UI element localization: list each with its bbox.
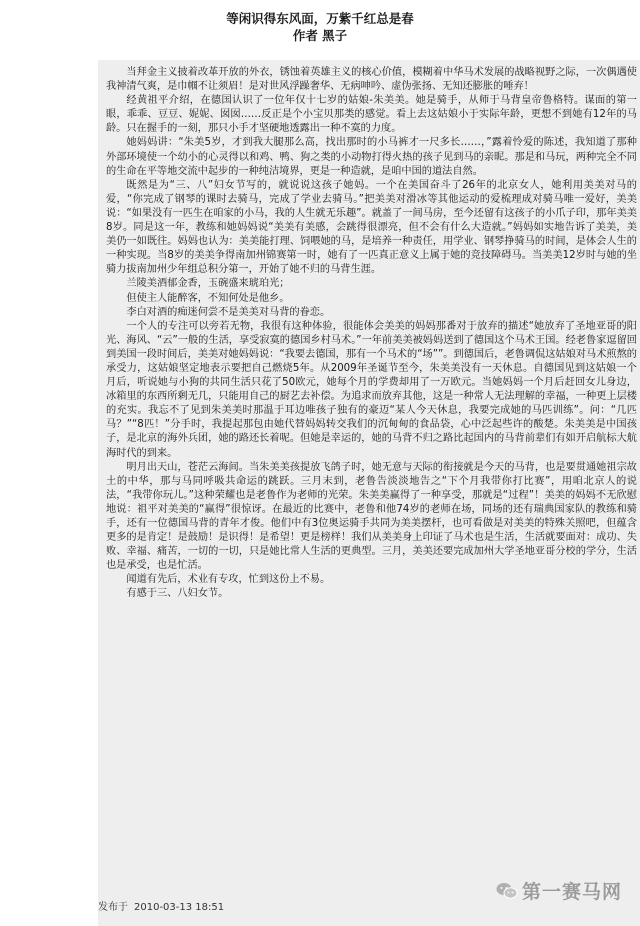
paragraph-3: 她妈妈讲：“朱美5岁，才到我大腿那么高，找出那时的小马裤才一尺多长……，”露着怜爱的陈述，我知道了那种外部环境使一个幼小的心灵得以和鸡、鸭、狗之类的小动物打得火热的孩子见到马的亲昵。那是和马玩，两种完全不同的生命在平等地交流中起步的一种纯洁境界，更是一种造就，是咱中国的道法自然。 <box>106 137 637 177</box>
post-footer <box>98 898 230 913</box>
paragraph-2: 经黄祖平介绍，在德国认识了一位年仅十七岁的姑娘-朱美美。她是骑手，从师于马背皇帝鲁格特。谋面的第一眼，乖乖、豆豆、妮妮、囡囡……反正是个小宝贝那类的感觉。看上去这姑娘小于实际年龄，更想不到她有12年的马龄。只在握手的一刻，那只小手才坚硬地透露出一种不寞的力度。 <box>106 95 637 135</box>
paragraph-1: 当拜金主义披着改革开放的外衣，锈蚀着英雄主义的核心价值，模糊着中华马术发展的战略视野之际，一次偶遇使我神清气爽，是巾帼不让须眉！是对世风浮躁奢华、无病呻吟、虚伪张扬、无知还膨胀的唾弃！ <box>106 67 637 93</box>
paragraph-6: 一个人的专注可以旁若无物，我很有这种体验，很能体会美美的妈妈那番对于放弃的描述“她放弃了圣地亚哥的阳光、海风、“云”一般的生活，享受寂寞的德国乡村马术。”一年前美美被妈妈送到了德国这个马术王国。经老鲁家逗留回到美国一段时间后，美美对她妈妈说：“我要去德国，那有一个马术的“场””。到德国后，老鲁调侃这姑娘对马术煎熬的承受力，这姑娘坚定地表示要把自己燃烧5年。从2009年圣诞节至今，朱美美没有一天休息。自德国见到这姑娘一个月后，听说她与小狗的共同生活只花了50欧元，她每个月的学费却用了一万欧元。当她妈妈一个月后赶回女儿身边，冰箱里的东西所剩无几，只能用自己的厨艺去补偿。为追求而放弃其他，这是一种常人无法理解的幸福，一种更上层楼的充实。我忘不了见到朱美美时那温于耳边唯孩子独有的豪迈“某人今天休息，我要完成她的马匹训练”。问：“几匹马？”“8匹！”分手时，我提起那包由她代替妈妈转交我们的沉甸甸的食品袋，心中泛起些许的酸楚。朱美美是中国孩子，是北京的海外兵团，她的路还长着呢。但她是幸运的，她的马背不归之路比起国内的马背前辈们有如开启航标大航海时代的到来。 <box>106 320 637 459</box>
paragraph-9: 有感于三、八妇女节。 <box>126 588 229 600</box>
paragraph-7: 明月出天山，苍茫云海间。当朱美美孩提放飞鸽子时，她无意与天际的衔接就是今天的马背，也是要贯通她祖宗故土的中华，那与马同呼吸共命运的跳跃。三月末到，老鲁告淡淡地告之“下个月我带你打比赛”，用咱北京人的说法，“我带你玩儿。”这种荣耀也是老鲁作为老师的光荣。朱美美赢得了一种享受，那就是“过程”！美美的妈妈不无欣慰地说：祖平对美美的“赢得”很惊讶。在最近的比赛中，老鲁和他74岁的老师在场，同场的还有瑞典国家队的教练和骑手，还有一位德国马背的青年才俊。他们中有3位奥运骑手共同为美美摆杆，也可看做是对美美的特殊关照吧，但蕴含更多的是肯定！是鼓励！是识得！是希望！更是榜样！我们从美美身上印证了马术也是生活，生活就要面对：成功、失败、幸福、痛苦，一切的一切，只是她比常人生活的更典型。三月，美美还要完成加州大学圣地亚哥分校的学分，生活也是承受，也是忙活。 <box>106 461 637 572</box>
article-body <box>98 60 640 926</box>
poem-line-2: 但使主人能醉客，不知何处是他乡。 <box>126 292 290 304</box>
paragraph-4: 既然是为“三、八”妇女节写的，就说说这孩子她妈。一个在美国奋斗了26年的北京女人，她利用美美对马的爱，“你完成了钢琴的课时去骑马，完成了学业去骑马。”把美美对滑冰等其他运动的爱梳理成对骑马唯一爱好，美美说：“如果没有一匹生在咱家的小马，我的人生就无乐趣”。就盖了一间马房，至今还留有这孩子的小爪子印，那年美美8岁。同是这一年，教练和她妈妈说“美美有美感，会跳得很漂亮，但不会有什么大造就。”妈妈如实地告诉了美美，美美仍一如既往。妈妈也认为：美美能打理、饲喂她的马，是培养一种责任，用学业、钢琴挣骑马的时间，是体会人生的一种实现。当8岁的美美争得南加州锦赛第一时，她有了一匹真正意义上属于她的竞技障碍马。当美美12岁时与她的坐骑力拔南加州少年组总积分第一，开始了她不归的马背生涯。 <box>106 179 637 276</box>
wechat-icon <box>496 882 518 900</box>
paragraph-8: 闻道有先后，术业有专攻，忙到这份上不易。 <box>126 574 331 586</box>
posted-time: 2010-03-13 18:51 <box>134 902 225 913</box>
watermark-text: 第一赛马网 <box>521 881 622 903</box>
article-header <box>0 10 640 44</box>
article-author: 作者 黑子 <box>292 28 348 43</box>
posted-label: 发布于 <box>98 902 128 913</box>
paragraph-5: 李白对酒的痴迷何尝不是美美对马背的眷恋。 <box>126 306 331 318</box>
poem-line-1: 兰陵美酒郁金香，玉碗盛来琥珀光； <box>126 278 290 290</box>
article-title: 等闲识得东风面，万紫千红总是春 <box>226 11 414 26</box>
watermark <box>496 877 622 904</box>
